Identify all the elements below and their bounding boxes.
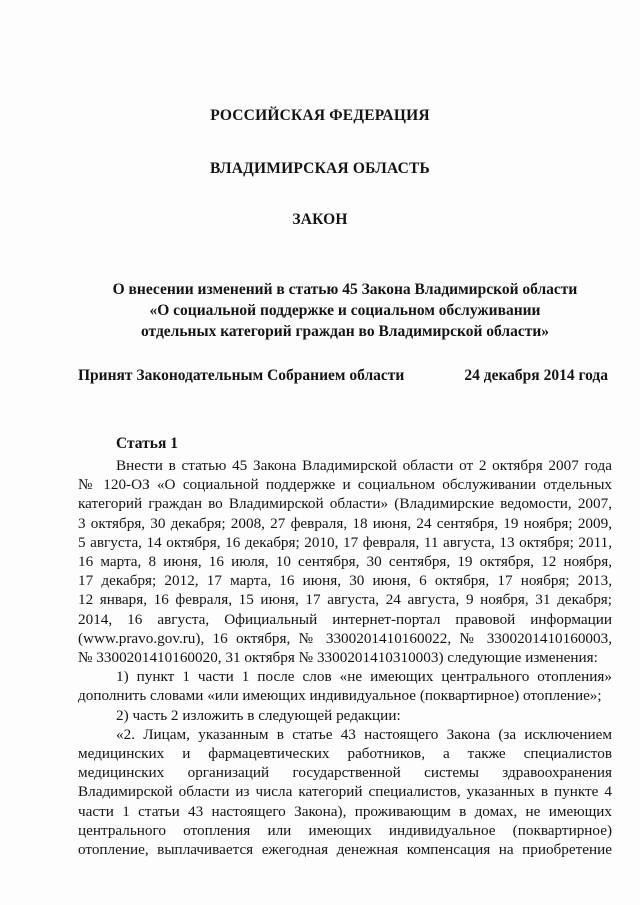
body-line: дополнить словами «или имеющих индивидуальное (поквартирное) отопление»; bbox=[78, 687, 602, 705]
body-line: отопление, выплачивается ежегодная денежная компенсация на приобретение bbox=[78, 841, 612, 859]
body-line: 12 января, 16 февраля, 15 июня, 17 августа, 24 августа, 9 ноября, 31 декабря; bbox=[78, 591, 612, 609]
body-line: № 3300201410160020, 31 октября № 3300201410310003) следующие изменения: bbox=[78, 649, 598, 667]
body-line: Владимирской области из числа категорий специалистов, указанных в пункте 4 bbox=[78, 783, 612, 801]
body-line: медицинских и фармацевтических работников, а также специалистов bbox=[78, 745, 612, 763]
adoption-date: 24 декабря 2014 года bbox=[464, 367, 608, 384]
body-line: 17 декабря; 2012, 17 марта, 16 июня, 30 июня, 6 октября, 17 ноября; 2013, bbox=[78, 572, 612, 590]
body-line: 5 августа, 14 октября, 16 декабря; 2010, 17 февраля, 11 августа, 13 октября; 2011, bbox=[78, 533, 612, 551]
body-line: категорий граждан во Владимирской области» (Владимирские ведомости, 2007, bbox=[78, 495, 612, 513]
law-title-line: «О социальной поддержке и социальном обслуживании bbox=[149, 302, 541, 319]
law-title-line: отдельных категорий граждан во Владимирской области» bbox=[140, 323, 550, 340]
article-heading: Статья 1 bbox=[116, 435, 178, 452]
body-line: Внести в статью 45 Закона Владимирской области от 2 октября 2007 года bbox=[116, 457, 612, 474]
body-line: 2014, 16 августа, Официальный интернет-портал правовой информации bbox=[78, 610, 612, 628]
body-line: 1) пункт 1 части 1 после слов «не имеющих центрального отопления» bbox=[116, 668, 612, 686]
body-line: центрального отопления или имеющих индивидуальное (поквартирное) bbox=[78, 821, 612, 839]
body-line: 16 марта, 8 июня, 16 июля, 10 сентября, 30 сентября, 19 октября, 12 ноября, bbox=[78, 553, 612, 571]
body-line: 3 октября, 30 декабря; 2008, 27 февраля, 18 июня, 24 сентября, 19 ноября; 2009, bbox=[78, 514, 612, 532]
body-line: «2. Лицам, указанным в статье 43 настоящего Закона (за исключением bbox=[116, 725, 612, 743]
body-line: (www.pravo.gov.ru), 16 октября, № 3300201410160022, № 3300201410160003, bbox=[78, 629, 612, 647]
law-title-line: О внесении изменений в статью 45 Закона Владимирской области bbox=[112, 281, 578, 298]
body-line: № 120-ОЗ «О социальной поддержке и социальном обслуживании отдельных bbox=[78, 476, 612, 494]
body-line: 2) часть 2 изложить в следующей редакции: bbox=[116, 706, 401, 724]
law-title bbox=[95, 279, 595, 342]
body-line: медицинских организаций государственной системы здравоохранения bbox=[78, 764, 612, 782]
country-heading: РОССИЙСКАЯ ФЕДЕРАЦИЯ bbox=[210, 107, 430, 124]
doc-type-heading: ЗАКОН bbox=[292, 211, 348, 228]
region-heading: ВЛАДИМИРСКАЯ ОБЛАСТЬ bbox=[210, 160, 430, 177]
adopted-by: Принят Законодательным Собранием области bbox=[78, 367, 405, 384]
body-line: части 1 статьи 43 настоящего Закона), проживающим в домах, не имеющих bbox=[78, 802, 612, 820]
article-body bbox=[78, 456, 612, 859]
